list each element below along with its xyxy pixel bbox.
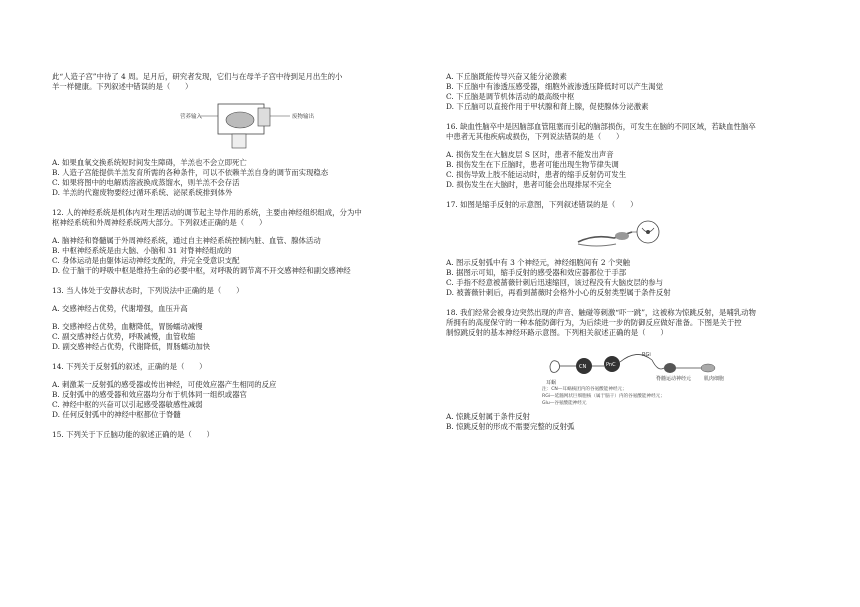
question-13 — [52, 286, 424, 352]
fig3-label-cn: CN — [579, 364, 587, 370]
fig3-note: 注：CN—耳蜗核团内的谷氨酸能神经元； — [542, 387, 627, 392]
q13-option-d: D. 副交感神经占优势，代谢降低，胃肠蠕动加快 — [52, 342, 211, 351]
q15-option-b: B. 下丘脑中有渗透压感受器，细胞外液渗透压降低时可以产生渴觉 — [446, 82, 664, 91]
q11-option-d: D. 羊羔的代谢废物要经过循环系统、泌尿系统排到体外 — [52, 188, 233, 197]
q14-stem: 14. 下列关于反射弧的叙述，正确的是（ ） — [52, 362, 207, 371]
fig3-note: Glu—谷氨酸能神经元 — [542, 401, 587, 406]
fig1-label-input: 营养输入 — [180, 114, 203, 120]
q15-option-d: D. 下丘脑可以直接作用于甲状腺和肾上腺，促使腺体分泌激素 — [446, 102, 649, 111]
q18-stem: 18. 我们经常会被身边突然出现的声音、触碰等刺激“吓一跳”，这被称为惊跳反射，是哺乳动物 — [446, 308, 756, 317]
question-12 — [52, 208, 424, 276]
fig3-label-motor-neuron: 脊髓运动神经元 — [656, 376, 692, 382]
fig3-label-pnc: PnC — [606, 362, 616, 368]
right-column — [446, 72, 818, 432]
q14-option-d: D. 任何反射弧中的神经中枢都位于脊髓 — [52, 410, 181, 419]
q12-option-a: A. 脑神经和脊髓属于外周神经系统，通过自主神经系统控制内脏、血管、腺体活动 — [52, 236, 321, 245]
q18-stem: 所拥有的高度保守的一种本能防御行为，为后续进一步的防御反应做好准备。下图是关于控 — [446, 318, 742, 327]
q17-option-c: C. 手指不经意被蔷薇针刺后迅速缩回，该过程没有大脑皮层的参与 — [446, 278, 664, 287]
q17-option-d: D. 被蔷薇针刺后，再看到蔷薇时会格外小心的反射类型属于条件反射 — [446, 288, 671, 297]
q15-option-a: A. 下丘脑既能传导兴奋又能分泌激素 — [446, 72, 567, 81]
reflex-arc-figure — [574, 214, 664, 254]
q12-option-d: D. 位于脑干的呼吸中枢是维持生命的必要中枢，对呼吸的调节离不开交感神经和副交感神经 — [52, 266, 351, 275]
question-18 — [446, 308, 818, 432]
q13-option-b: B. 交感神经占优势，血糖降低，胃肠蠕动减慢 — [52, 322, 203, 331]
q12-option-b: B. 中枢神经系统是由大脑、小脑和 31 对脊神经组成的 — [52, 246, 232, 255]
q12-stem: 12. 人的神经系统是机体内对生理活动的调节起主导作用的系统，主要由神经组织组成，分为中 — [52, 208, 362, 217]
q17-option-a: A. 图示反射弧中有 3 个神经元，神经细胞间有 2 个突触 — [446, 258, 631, 267]
q14-option-a: A. 刺激某一反射弧的感受器或传出神经，可使效应器产生相同的反应 — [52, 380, 277, 389]
q11-option-a: A. 如果血氧交换系统短时间发生障碍，羊羔也不会立即死亡 — [52, 158, 247, 167]
fig3-label-cochlea: 耳蜗 — [546, 380, 557, 386]
q17-stem: 17. 如图是缩手反射的示意图，下列叙述错误的是（ ） — [446, 200, 638, 209]
q11-intro-line: 羊一样健康。下列叙述中错误的是（ ） — [52, 82, 193, 91]
fig3-label-muscle: 肌肉细胞 — [704, 376, 725, 382]
q16-option-a: A. 损伤发生在大脑皮层 S 区时，患者不能发出声音 — [446, 150, 614, 159]
q11-intro-line: 此“人造子宫”中待了 4 周。足月后，研究者发现，它们与在母羊子宫中待到足月出生的小 — [52, 72, 343, 81]
q18-option-b: B. 惊跳反射的形成不需要完整的反射弧 — [446, 422, 575, 431]
q18-stem: 制惊跳反射的基本神经环路示意图。下列相关叙述正确的是（ ） — [446, 328, 668, 337]
q17-option-b: B. 据图示可知，缩手反射的感受器和效应器都位于手部 — [446, 268, 627, 277]
fig1-label-output: 废物输出 — [292, 114, 315, 120]
q16-stem: 16. 缺血性脑卒中是因脑部血管阻塞而引起的脑部损伤，可发生在脑的不同区域，若缺血性脑卒 — [446, 122, 756, 131]
q12-stem: 枢神经系统和外周神经系统两大部分。下列叙述正确的是（ ） — [52, 218, 267, 227]
question-15-stem — [52, 430, 424, 440]
question-17 — [446, 200, 818, 298]
q18-option-a: A. 惊跳反射属于条件反射 — [446, 412, 530, 421]
question-16 — [446, 122, 818, 190]
q11-option-c: C. 如果将图中的电解质溶液换成蒸馏水，则羊羔不会存活 — [52, 178, 240, 187]
q15-stem: 15. 下列关于下丘脑功能的叙述正确的是（ ） — [52, 430, 214, 439]
q15-option-c: C. 下丘脑是调节机体活动的最高级中枢 — [446, 92, 575, 101]
q14-option-c: C. 神经中枢的兴奋可以引起感受器敏感性减弱 — [52, 400, 203, 409]
q14-option-b: B. 反射弧中的感受器和效应器均分布于机体同一组织或器官 — [52, 390, 247, 399]
q11-option-b: B. 人造子宫能提供羊羔发育所需的各种条件，可以不依赖羊羔自身的调节而实现稳态 — [52, 168, 329, 177]
fig3-label-rgi: RGi — [642, 352, 651, 358]
left-column — [52, 72, 424, 440]
startle-reflex-circuit-figure — [542, 344, 742, 408]
q16-option-d: D. 损伤发生在大脑时，患者可能会出现排尿不完全 — [446, 180, 612, 189]
q13-stem: 13. 当人体处于安静状态时，下列说法中正确的是（ ） — [52, 286, 244, 295]
q13-option-a: A. 交感神经占优势，代谢增强，血压升高 — [52, 304, 188, 313]
artificial-womb-figure — [180, 98, 330, 154]
q16-stem: 中患者无其他疾病或损伤，下列说法错误的是（ ） — [446, 132, 624, 141]
q16-option-b: B. 损伤发生在下丘脑时，患者可能出现生物节律失调 — [446, 160, 619, 169]
fig3-note: RGi—延髓网状巨细胞核（属于脑干）内的谷氨酸能神经元； — [542, 394, 665, 399]
q16-option-c: C. 损伤导致上肢不能运动时，患者的缩手反射仍可发生 — [446, 170, 627, 179]
q13-option-c: C. 副交感神经占优势，呼吸减慢，血管收缩 — [52, 332, 196, 341]
question-14 — [52, 362, 424, 420]
q12-option-c: C. 身体运动是由躯体运动神经支配的，并完全受意识支配 — [52, 256, 240, 265]
